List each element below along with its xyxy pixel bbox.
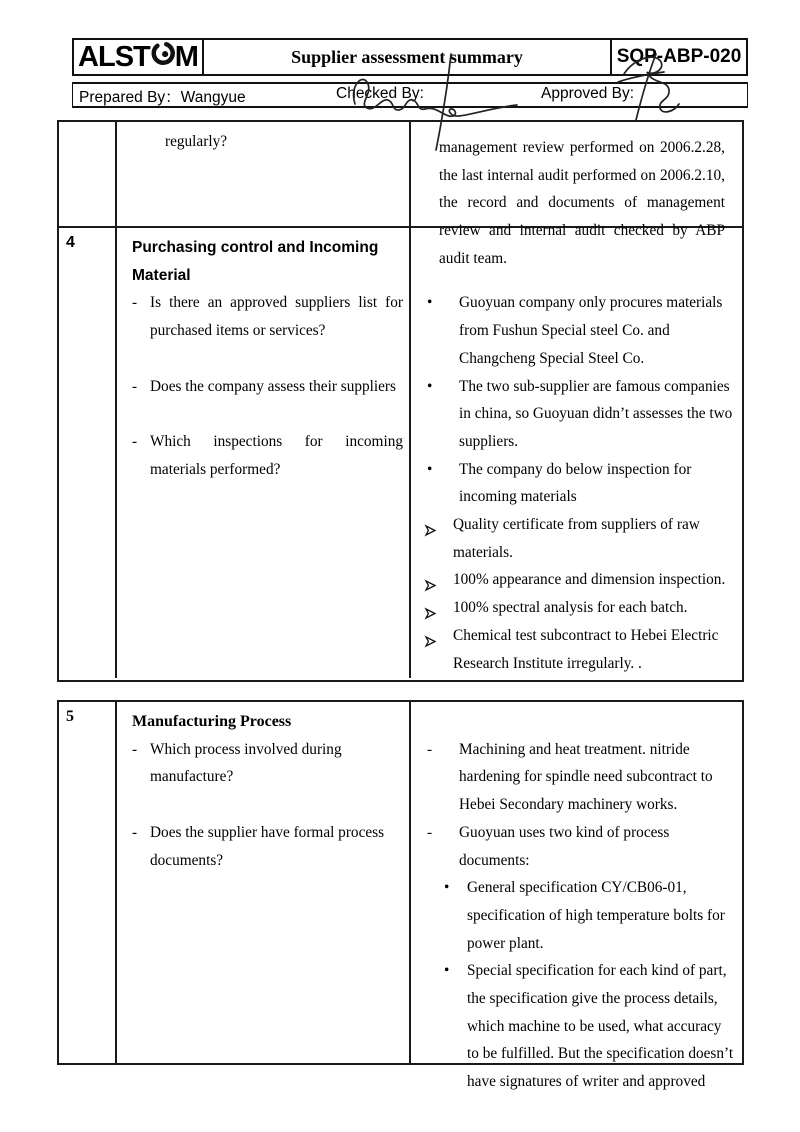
answer-item xyxy=(427,511,734,566)
row-number-cell: 5 xyxy=(59,702,117,1063)
answer-item xyxy=(427,622,734,677)
answer-item xyxy=(427,594,734,622)
approved-by-label: Approved By: xyxy=(541,85,635,102)
assessment-table-upper xyxy=(57,120,744,682)
dash-marker: - xyxy=(132,740,138,758)
dash-marker: - xyxy=(132,377,138,395)
bullet-marker: • xyxy=(427,377,433,395)
prepared-by-label: Prepared By： xyxy=(79,89,181,106)
question-text: Which inspections for incoming materials performed? xyxy=(150,432,403,478)
question-text: Which process involved during manufacture? xyxy=(150,740,342,786)
dash-marker: - xyxy=(132,294,138,312)
answer-text: The company do below inspection for incoming materials xyxy=(459,460,692,506)
alstom-logo-text xyxy=(78,40,198,74)
dash-marker: - xyxy=(427,823,433,841)
row-number-cell: 4 xyxy=(59,228,117,678)
answer-text: Machining and heat treatment. nitride hardening for spindle need subcontract to Hebei Secondary machinery works. xyxy=(459,740,713,814)
question-text: Does the company assess their suppliers xyxy=(150,377,396,395)
bullet-marker: • xyxy=(427,460,433,478)
document-title: Supplier assessment summary xyxy=(291,46,523,67)
section-heading: Manufacturing Process xyxy=(132,713,292,730)
answer-text: Guoyuan uses two kind of process documents: xyxy=(459,823,670,869)
answer-cell xyxy=(411,702,742,1091)
answer-item xyxy=(427,736,734,819)
alstom-o-swirl-icon xyxy=(150,40,176,74)
answer-item xyxy=(427,289,734,372)
table-row-4 xyxy=(59,228,742,678)
question-cell xyxy=(117,702,411,1063)
bullet-marker: • xyxy=(444,962,450,980)
dash-marker: - xyxy=(132,432,138,450)
question-cell xyxy=(117,122,411,226)
alstom-logo xyxy=(74,40,204,74)
answer-text: 100% appearance and dimension inspection. xyxy=(453,571,726,589)
logo-text-right: M xyxy=(174,40,198,73)
answer-text: Quality certificate from suppliers of raw materials. xyxy=(453,516,700,561)
answer-sub-item xyxy=(444,874,734,957)
table-row-5 xyxy=(59,702,742,1091)
answer-item xyxy=(427,566,734,594)
answer-text: Guoyuan company only procures materials from Fushun Special steel Co. and Changcheng Special Steel Co. xyxy=(459,294,723,367)
dash-marker: - xyxy=(132,823,138,841)
question-item xyxy=(132,289,403,344)
answer-text: Special specification for each kind of part, the specification give the process details, which machine to be used, what accuracy to be fulfilled. But the specification doesn’t have signatures of writer and approved xyxy=(467,962,734,1091)
signoff-row xyxy=(72,82,748,108)
answer-text: management review performed on 2006.2.28, the last internal audit performed on 2006.2.10, the record and documents of management review and internal audit checked by ABP audit team. xyxy=(439,139,725,267)
answer-item xyxy=(427,456,734,511)
question-item xyxy=(132,428,403,483)
bullet-marker: • xyxy=(444,879,450,897)
document-code: SQP-ABP-020 xyxy=(610,40,746,74)
header-table xyxy=(72,38,748,76)
checked-by-label: Checked By: xyxy=(336,85,424,102)
question-item xyxy=(132,736,403,791)
prepared-by-value: Wangyue xyxy=(180,89,246,106)
arrowhead-bullet-icon xyxy=(424,519,437,547)
arrowhead-bullet-icon xyxy=(424,630,437,658)
assessment-table-lower xyxy=(57,700,744,1091)
answer-text: General specification CY/CB06-01, specification of high temperature bolts for power plant. xyxy=(467,879,725,952)
question-text: Is there an approved suppliers list for purchased items or services? xyxy=(150,294,403,340)
question-item xyxy=(132,373,403,401)
answer-item xyxy=(427,373,734,456)
answer-item xyxy=(427,819,734,874)
answer-cell xyxy=(411,122,742,267)
question-item xyxy=(132,819,403,874)
answer-text: Chemical test subcontract to Hebei Electric Research Institute irregularly. . xyxy=(453,626,719,672)
row-number-cell xyxy=(59,122,117,226)
dash-marker: - xyxy=(427,740,433,758)
answer-text: 100% spectral analysis for each batch. xyxy=(453,599,688,617)
answer-sub-item xyxy=(444,957,734,1096)
bullet-marker: • xyxy=(427,294,433,312)
question-text: regularly? xyxy=(165,133,228,150)
section-heading: Purchasing control and Incoming Material xyxy=(132,239,379,284)
answer-cell xyxy=(411,228,742,678)
question-text: Does the supplier have formal process documents? xyxy=(150,823,385,869)
prepared-by xyxy=(79,85,246,107)
answer-text: The two sub-supplier are famous companies in china, so Guoyuan didn’t assesses the two suppliers. xyxy=(459,377,733,450)
question-cell xyxy=(117,228,411,678)
logo-text-left: ALST xyxy=(78,40,150,73)
